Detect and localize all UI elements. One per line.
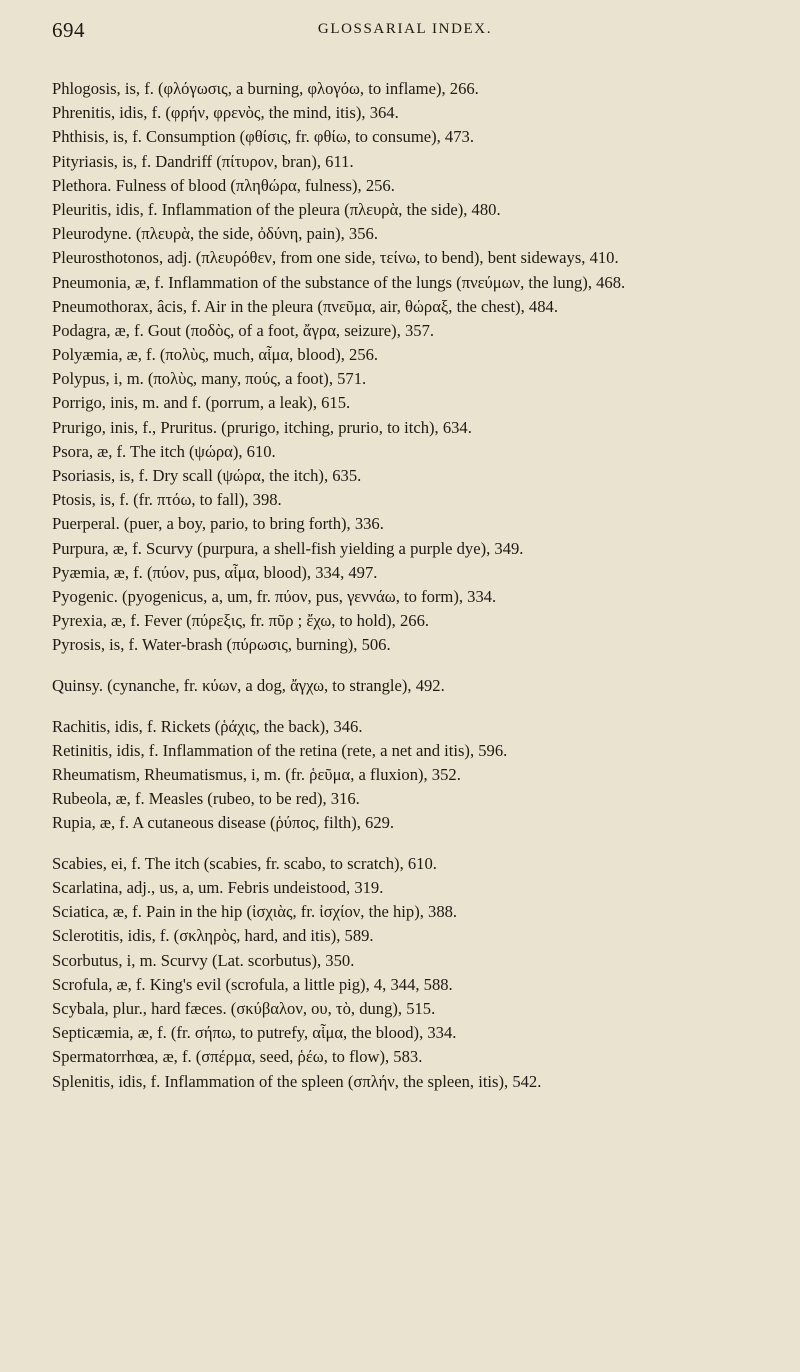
- glossary-entry: Spermatorrhœa, æ, f. (σπέρμα, seed, ῥέω, to flow), 583.: [52, 1047, 423, 1067]
- glossary-entry: Pyæmia, æ, f. (πύον, pus, αἷμα, blood), 334, 497.: [52, 562, 378, 582]
- glossary-entry: Scarlatina, adj., us, a, um. Febris undeistood, 319.: [52, 878, 384, 898]
- glossary-entry: Scorbutus, i, m. Scurvy (Lat. scorbutus), 350.: [52, 950, 355, 970]
- glossary-entry: Sciatica, æ, f. Pain in the hip (ἰσχιὰς, fr. ἰσχίον, the hip), 388.: [52, 902, 458, 922]
- glossary-entry: Rheumatism, Rheumatismus, i, m. (fr. ῥεῦμα, a fluxion), 352.: [52, 764, 461, 784]
- page-header: [52, 18, 758, 56]
- glossary-entry: Phrenitis, idis, f. (φρήν, φρενὸς, the mind, itis), 364.: [52, 103, 399, 123]
- glossary-entry: Phthisis, is, f. Consumption (φθίσις, fr. φθίω, to consume), 473.: [52, 127, 474, 147]
- glossary-entry: Psora, æ, f. The itch (ψώρα), 610.: [52, 441, 276, 461]
- glossary-entry: Quinsy. (cynanche, fr. κύων, a dog, ἄγχω, to strangle), 492.: [52, 675, 445, 695]
- glossary-entry: Porrigo, inis, m. and f. (porrum, a leak), 615.: [52, 393, 351, 413]
- glossary-entry: Puerperal. (puer, a boy, pario, to bring forth), 336.: [52, 514, 384, 534]
- glossary-entry: Podagra, æ, f. Gout (ποδὸς, of a foot, ἄγρα, seizure), 357.: [52, 320, 435, 340]
- glossary-entry: Scybala, plur., hard fæces. (σκύβαλον, ου, τὸ, dung), 515.: [52, 998, 436, 1018]
- glossary-entry: Scrofula, æ, f. King's evil (scrofula, a little pig), 4, 344, 588.: [52, 974, 453, 994]
- glossary-entry: Splenitis, idis, f. Inflammation of the spleen (σπλήν, the spleen, itis), 542.: [52, 1071, 542, 1091]
- glossary-entry: Pityriasis, is, f. Dandriff (πίτυρον, bran), 611.: [52, 151, 354, 171]
- glossary-entry: Pleuritis, idis, f. Inflammation of the pleura (πλευρὰ, the side), 480.: [52, 199, 501, 219]
- glossary-entry: Polypus, i, m. (πολὺς, many, πούς, a foot), 571.: [52, 369, 367, 389]
- glossary-entry: Scabies, ei, f. The itch (scabies, fr. scabo, to scratch), 610.: [52, 853, 437, 873]
- glossary-entry: Polyæmia, æ, f. (πολὺς, much, αἷμα, blood), 256.: [52, 345, 379, 365]
- glossary-entry: Plethora. Fulness of blood (πληθώρα, fulness), 256.: [52, 175, 395, 195]
- glossary-entry: Sclerotitis, idis, f. (σκληρὸς, hard, and itis), 589.: [52, 926, 374, 946]
- glossary-entry: Septicæmia, æ, f. (fr. σήπω, to putrefy, αἷμα, the blood), 334.: [52, 1023, 457, 1043]
- glossary-entry: Retinitis, idis, f. Inflammation of the retina (rete, a net and itis), 596.: [52, 740, 508, 760]
- glossary-entry: Pneumothorax, âcis, f. Air in the pleura (πνεῦμα, air, θώραξ, the chest), 484.: [52, 296, 558, 316]
- glossary-entries: [52, 78, 758, 1093]
- glossary-entry: Rachitis, idis, f. Rickets (ῥάχις, the back), 346.: [52, 716, 363, 736]
- glossary-entry: Pleurosthotonos, adj. (πλευρόθεν, from one side, τείνω, to bend), bent sideways, 410.: [52, 248, 619, 268]
- running-head: GLOSSARIAL INDEX.: [317, 21, 493, 37]
- glossary-entry: Purpura, æ, f. Scurvy (purpura, a shell-fish yielding a purple dye), 349.: [52, 538, 524, 558]
- glossary-entry: Pyrexia, æ, f. Fever (πύρεξις, fr. πῦρ ; ἔχω, to hold), 266.: [52, 611, 430, 631]
- glossary-entry: Prurigo, inis, f., Pruritus. (prurigo, itching, prurio, to itch), 634.: [52, 417, 472, 437]
- glossary-entry: Pyrosis, is, f. Water-brash (πύρωσις, burning), 506.: [52, 635, 391, 655]
- glossary-entry: Pneumonia, æ, f. Inflammation of the substance of the lungs (πνεύμων, the lung), 468.: [52, 272, 626, 292]
- glossary-entry: Pyogenic. (pyogenicus, a, um, fr. πύον, pus, γεννάω, to form), 334.: [52, 586, 497, 606]
- glossary-entry: Rubeola, æ, f. Measles (rubeo, to be red), 316.: [52, 789, 360, 809]
- page-number: 694: [52, 18, 85, 42]
- glossary-entry: Pleurodyne. (πλευρὰ, the side, ὀδύνη, pain), 356.: [52, 224, 378, 244]
- glossary-entry: Phlogosis, is, f. (φλόγωσις, a burning, φλογόω, to inflame), 266.: [52, 79, 479, 98]
- glossary-entry: Psoriasis, is, f. Dry scall (ψώρα, the itch), 635.: [52, 466, 362, 485]
- glossary-entry: Ptosis, is, f. (fr. πτόω, to fall), 398.: [52, 490, 282, 510]
- glossary-entry: Rupia, æ, f. A cutaneous disease (ῥύπος, filth), 629.: [52, 813, 395, 833]
